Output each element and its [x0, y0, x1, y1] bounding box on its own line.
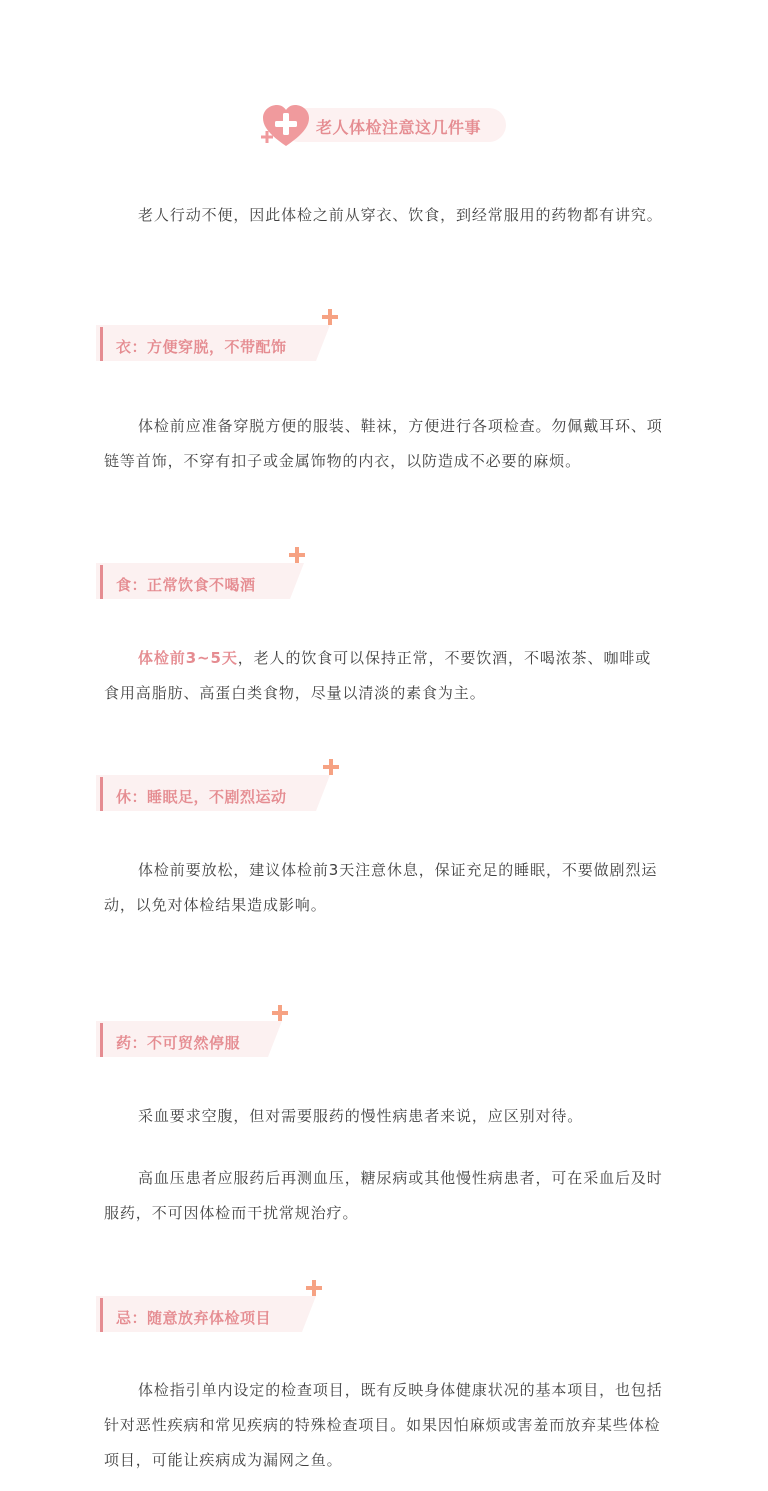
- small-plus-icon: [260, 130, 274, 144]
- section-heading-clothing: [96, 309, 336, 369]
- intro-paragraph: [104, 198, 666, 233]
- plus-icon: [322, 309, 338, 325]
- plus-icon: [272, 1005, 288, 1021]
- section-heading-taboo: [96, 1280, 326, 1340]
- section-heading-medicine: [96, 1005, 291, 1065]
- section-heading-text: 忌：随意放弃体检项目: [116, 1309, 272, 1327]
- plus-icon: [323, 759, 339, 775]
- section-heading-rest: [96, 759, 341, 819]
- plus-icon: [306, 1280, 322, 1296]
- section-heading-text: 食：正常饮食不喝酒: [116, 576, 256, 594]
- section-heading-text: 药：不可贸然停服: [116, 1034, 241, 1052]
- plus-icon: [289, 547, 305, 563]
- heading-accent-bar: [100, 565, 103, 599]
- section-heading-food: [96, 547, 311, 607]
- heading-accent-bar: [100, 1023, 103, 1057]
- heading-accent-bar: [100, 1298, 103, 1332]
- section-heading-text: 休：睡眠足，不剧烈运动: [116, 788, 287, 806]
- intro-text: 老人行动不便，因此体检之前从穿衣、饮食，到经常服用的药物都有讲究。: [138, 206, 663, 224]
- highlight-text: 体检前3~5天: [138, 649, 238, 667]
- section-paragraph: 体检指引单内设定的检查项目，既有反映身体健康状况的基本项目，也包括针对恶性疾病和常见疾病的特殊检查项目。如果因怕麻烦或害羞而放弃某些体检项目，可能让疾病成为漏网之鱼。: [104, 1381, 663, 1469]
- section-heading-text: 衣：方便穿脱，不带配饰: [116, 338, 287, 356]
- section-paragraph: 体检前应准备穿脱方便的服装、鞋袜，方便进行各项检查。勿佩戴耳环、项链等首饰，不穿有扣子或金属饰物的内衣，以防造成不必要的麻烦。: [104, 417, 663, 470]
- title-banner: [260, 104, 510, 148]
- section-paragraph: 体检前3~5天，老人的饮食可以保持正常，不要饮酒，不喝浓茶、咖啡或食用高脂肪、高蛋白类食物，尽量以清淡的素食为主。: [104, 649, 652, 702]
- heading-accent-bar: [100, 777, 103, 811]
- heading-accent-bar: [100, 327, 103, 361]
- section-paragraph: 高血压患者应服药后再测血压，糖尿病或其他慢性病患者，可在采血后及时服药，不可因体检而干扰常规治疗。: [104, 1169, 663, 1222]
- section-paragraph: 采血要求空腹，但对需要服药的慢性病患者来说，应区别对待。: [138, 1107, 584, 1125]
- section-paragraph: 体检前要放松，建议体检前3天注意休息，保证充足的睡眠，不要做剧烈运动，以免对体检结果造成影响。: [104, 861, 658, 914]
- page-title: 老人体检注意这几件事: [316, 118, 482, 137]
